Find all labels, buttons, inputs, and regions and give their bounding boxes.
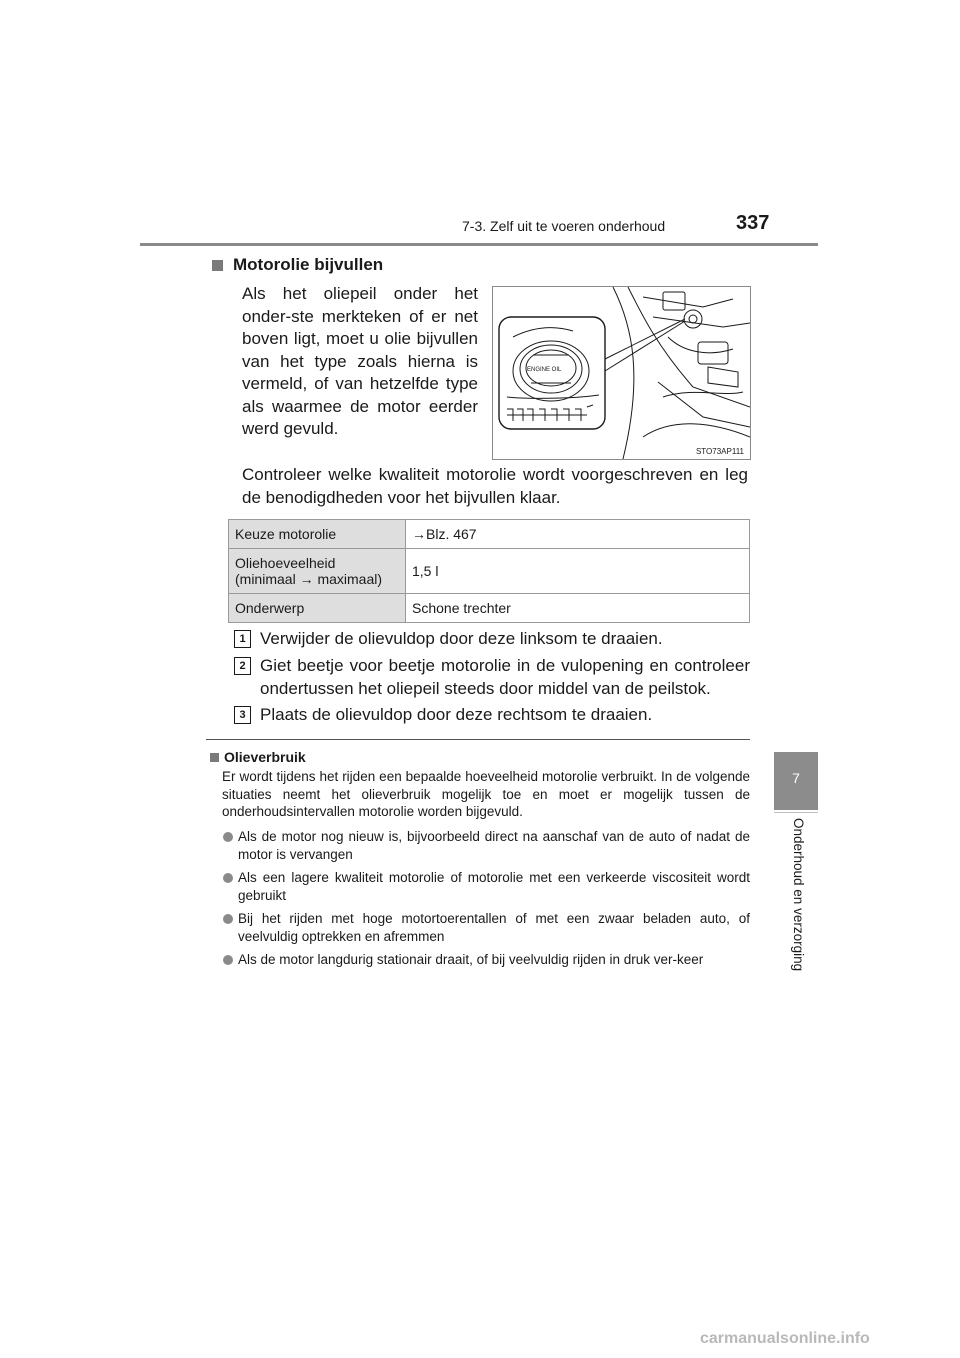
table-key: Oliehoeveelheid (minimaal → maximaal) [229, 549, 406, 594]
step-number-badge: 3 [234, 706, 251, 724]
list-item [222, 951, 750, 969]
table-row [229, 549, 750, 594]
watermark: carmanualsonline.info [700, 1330, 870, 1347]
subsection-heading-text: Olieverbruik [224, 749, 306, 765]
oil-cap-label: ENGINE OIL [527, 367, 562, 373]
oil-consumption-list [222, 828, 750, 975]
supplies-table [228, 519, 750, 623]
table-key: Keuze motorolie [229, 520, 406, 549]
section-heading-text: Motorolie bijvullen [233, 255, 384, 274]
table-row [229, 594, 750, 623]
oil-consumption-intro: Er wordt tijdens het rijden een bepaalde hoeveelheid motorolie verbruikt. In de volgende situaties neemt het olieverbruik mogelijk toe en moet er mogelijk tussen de onderhoudsintervallen motorolie worden bijgevuld. [222, 769, 750, 819]
step-number-badge: 1 [234, 630, 251, 648]
step-text: Giet beetje voor beetje motorolie in de vulopening en controleer ondertussen het oliepeil steeds door middel van de peilstok. [260, 656, 750, 698]
circle-bullet-icon [223, 873, 233, 883]
list-item [222, 910, 750, 945]
list-item [222, 869, 750, 904]
section-title: 7-3. Zelf uit te voeren onderhoud [462, 218, 666, 234]
subsection-heading [210, 749, 306, 765]
circle-bullet-icon [223, 914, 233, 924]
chapter-label: Onderhoud en verzorging [791, 818, 806, 972]
figure-code: STO73AP111 [695, 447, 744, 456]
step-number-badge: 2 [234, 657, 251, 675]
page-number: 337 [736, 212, 770, 234]
engine-bay-drawing [493, 287, 750, 459]
list-item-text: Als de motor nog nieuw is, bijvoorbeeld direct na aanschaf van de auto of nadat de motor is vervangen [238, 829, 750, 862]
section-heading [212, 255, 383, 275]
step-text: Plaats de olievuldop door deze rechtsom te draaien. [260, 705, 653, 724]
chapter-tab-rule [774, 812, 818, 813]
square-bullet-icon [210, 753, 219, 762]
table-key: Onderwerp [229, 594, 406, 623]
table-value: →Blz. 467 [406, 520, 750, 549]
chapter-number: 7 [792, 770, 800, 786]
list-item-text: Als de motor langdurig stationair draait, of bij veelvuldig rijden in druk ver-keer [238, 952, 704, 967]
engine-oil-cap-illustration [492, 286, 751, 460]
header-rule [140, 243, 818, 246]
table-value: 1,5 l [406, 549, 750, 594]
section-divider [206, 739, 750, 740]
list-item-text: Als een lagere kwaliteit motorolie of motorolie met een verkeerde viscositeit wordt gebruikt [238, 870, 750, 903]
table-value: Schone trechter [406, 594, 750, 623]
check-paragraph: Controleer welke kwaliteit motorolie wordt voorgeschreven en leg de benodigdheden voor het bijvullen klaar. [242, 465, 748, 507]
table-row [229, 520, 750, 549]
square-bullet-icon [212, 260, 223, 271]
intro-paragraph: Als het oliepeil onder het onder-ste merkteken of er net boven ligt, moet u olie bijvullen van het type zoals hierna is vermeld, of van hetzelfde type als waarmee de motor eerder werd gevuld. [242, 284, 478, 438]
circle-bullet-icon [223, 955, 233, 965]
list-item-text: Bij het rijden met hoge motortoerentallen of met een zwaar beladen auto, of veelvuldig optrekken en afremmen [238, 911, 750, 944]
list-item [222, 828, 750, 863]
circle-bullet-icon [223, 832, 233, 842]
step-text: Verwijder de olievuldop door deze linksom te draaien. [260, 629, 663, 648]
